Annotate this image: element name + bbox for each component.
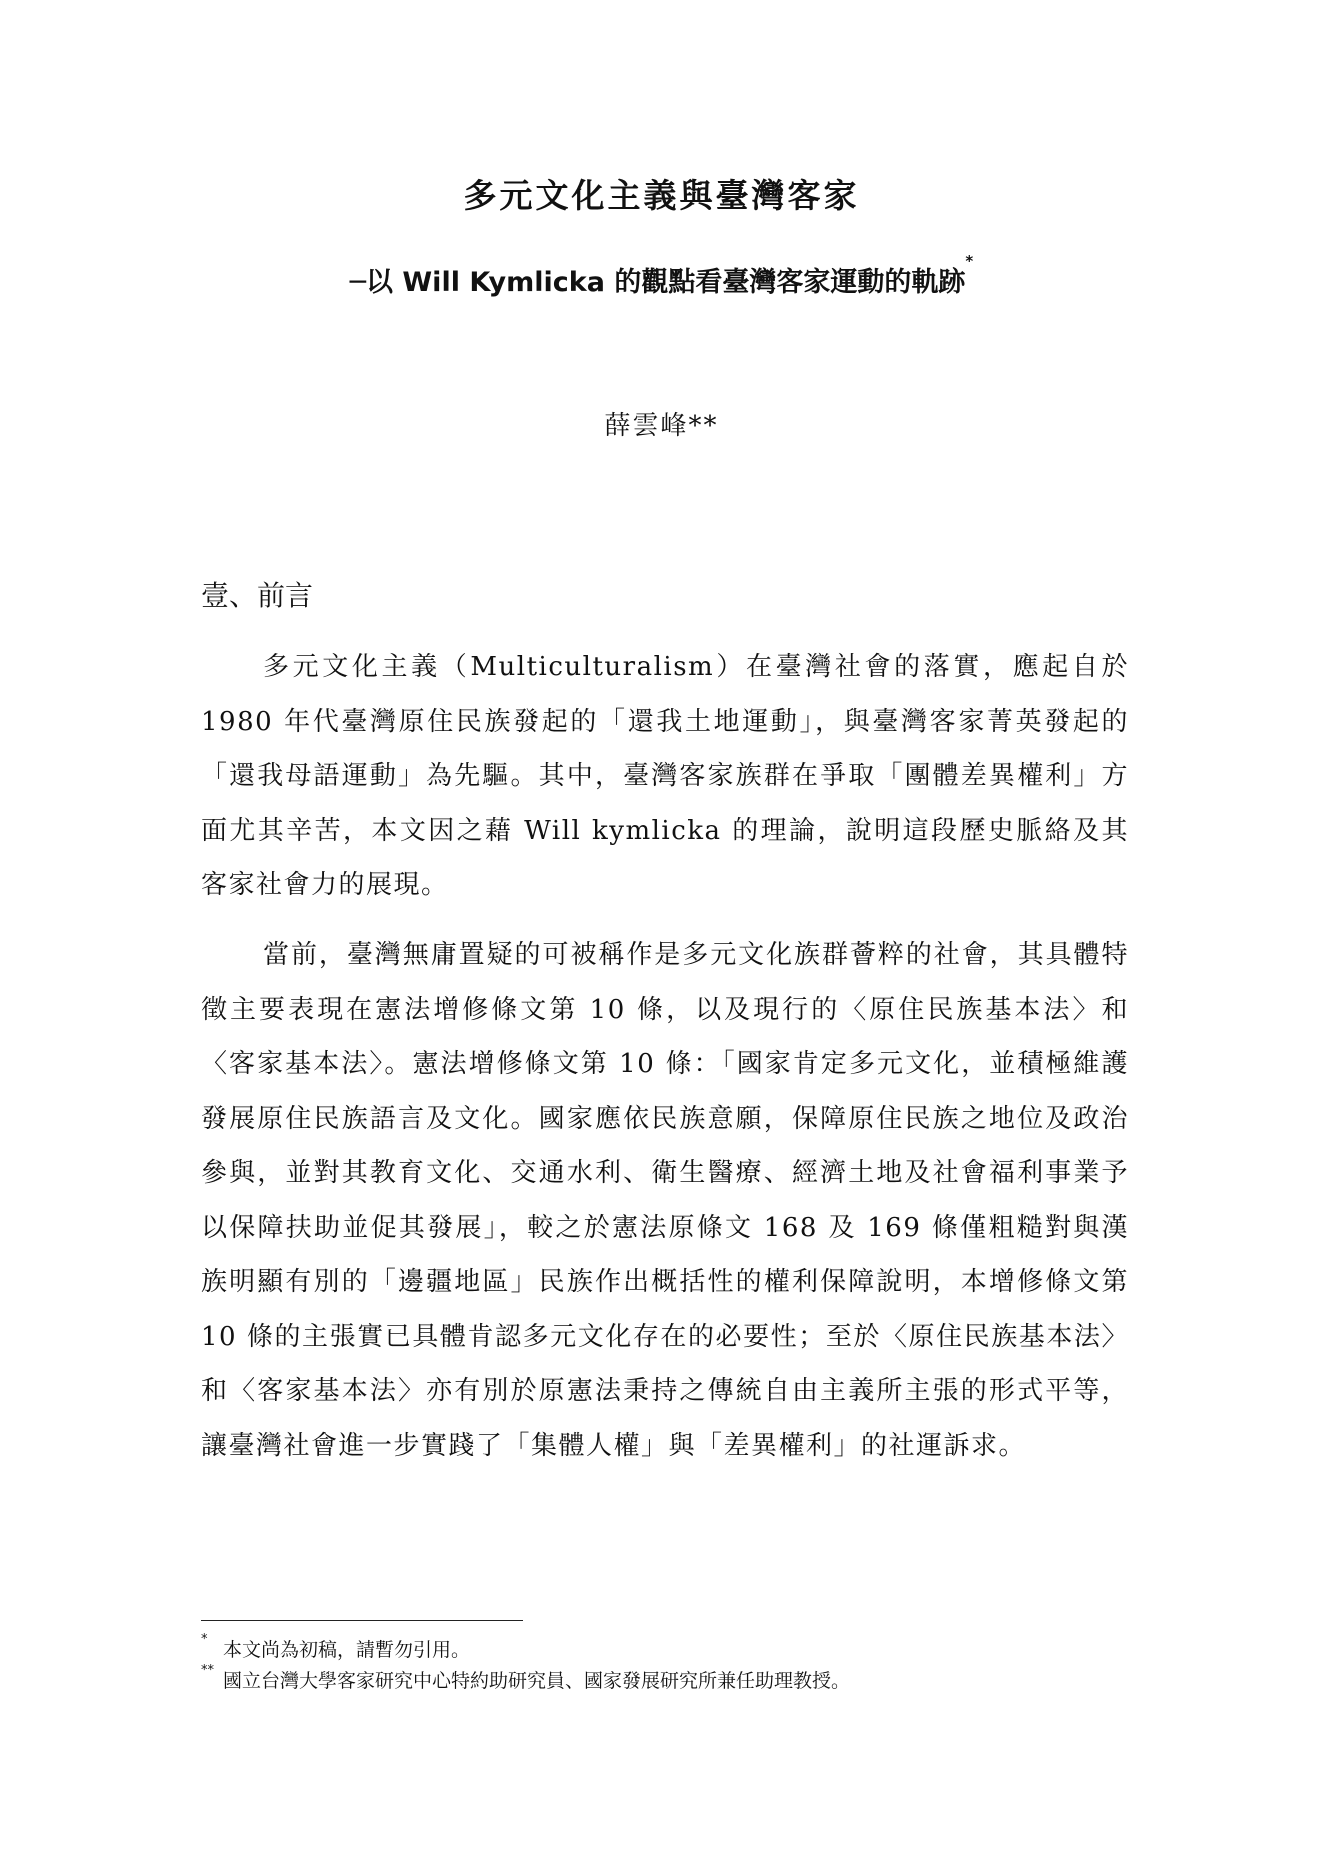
subtitle-text: ─以 Will Kymlicka 的觀點看臺灣客家運動的軌跡 bbox=[349, 267, 966, 298]
footnote-text: 國立台灣大學客家研究中心特約助研究員、國家發展研究所兼任助理教授。 bbox=[223, 1670, 851, 1692]
body-paragraph: 當前，臺灣無庸置疑的可被稱作是多元文化族群薈粹的社會，其具體特徵主要表現在憲法增修條文第 10 條，以及現行的〈原住民族基本法〉和〈客家基本法〉。憲法增修條文第 10 條：「國家肯定多元文化，並積極維護發展原住民族語言及文化。國家應依民族意願，保障原住民族之地位及政治參與，並對其教育文化、交通水利、衛生醫療、經濟土地及社會福利事業予以保障扶助並促其發展」，較之於憲法原條文 168 及 169 條僅粗糙對與漢族明顯有別的「邊疆地區」民族作出概括性的權利保障說明，本增修條文第 10 條的主張實已具體肯認多元文化存在的必要性；至於〈原住民族基本法〉和〈客家基本法〉亦有別於原憲法秉持之傳統自由主義所主張的形式平等，讓臺灣社會進一步實踐了「集體人權」與「差異權利」的社運訴求。 bbox=[201, 940, 1129, 1461]
footnote bbox=[201, 1632, 471, 1662]
footnote-divider bbox=[201, 1620, 523, 1621]
subtitle-footnote-mark: * bbox=[965, 252, 974, 270]
author-name: 薛雲峰** bbox=[604, 411, 719, 441]
section-heading: 壹、前言 bbox=[201, 579, 314, 612]
paper-subtitle bbox=[0, 252, 1323, 299]
paper-title: 多元文化主義與臺灣客家 bbox=[463, 176, 860, 215]
body-paragraph: 多元文化主義（Multiculturalism）在臺灣社會的落實，應起自於 1980 年代臺灣原住民族發起的「還我土地運動」，與臺灣客家菁英發起的「還我母語運動」為先驅。其中，臺灣客家族群在爭取「團體差異權利」方面尤其辛苦，本文因之藉 Will kymlicka 的理論，說明這段歷史脈絡及其客家社會力的展現。 bbox=[201, 652, 1129, 900]
footnote-mark: ** bbox=[201, 1663, 214, 1678]
footnote-mark: * bbox=[201, 1632, 208, 1647]
footnote-text: 本文尚為初稿，請暫勿引用。 bbox=[223, 1639, 471, 1661]
footnote bbox=[201, 1663, 851, 1693]
